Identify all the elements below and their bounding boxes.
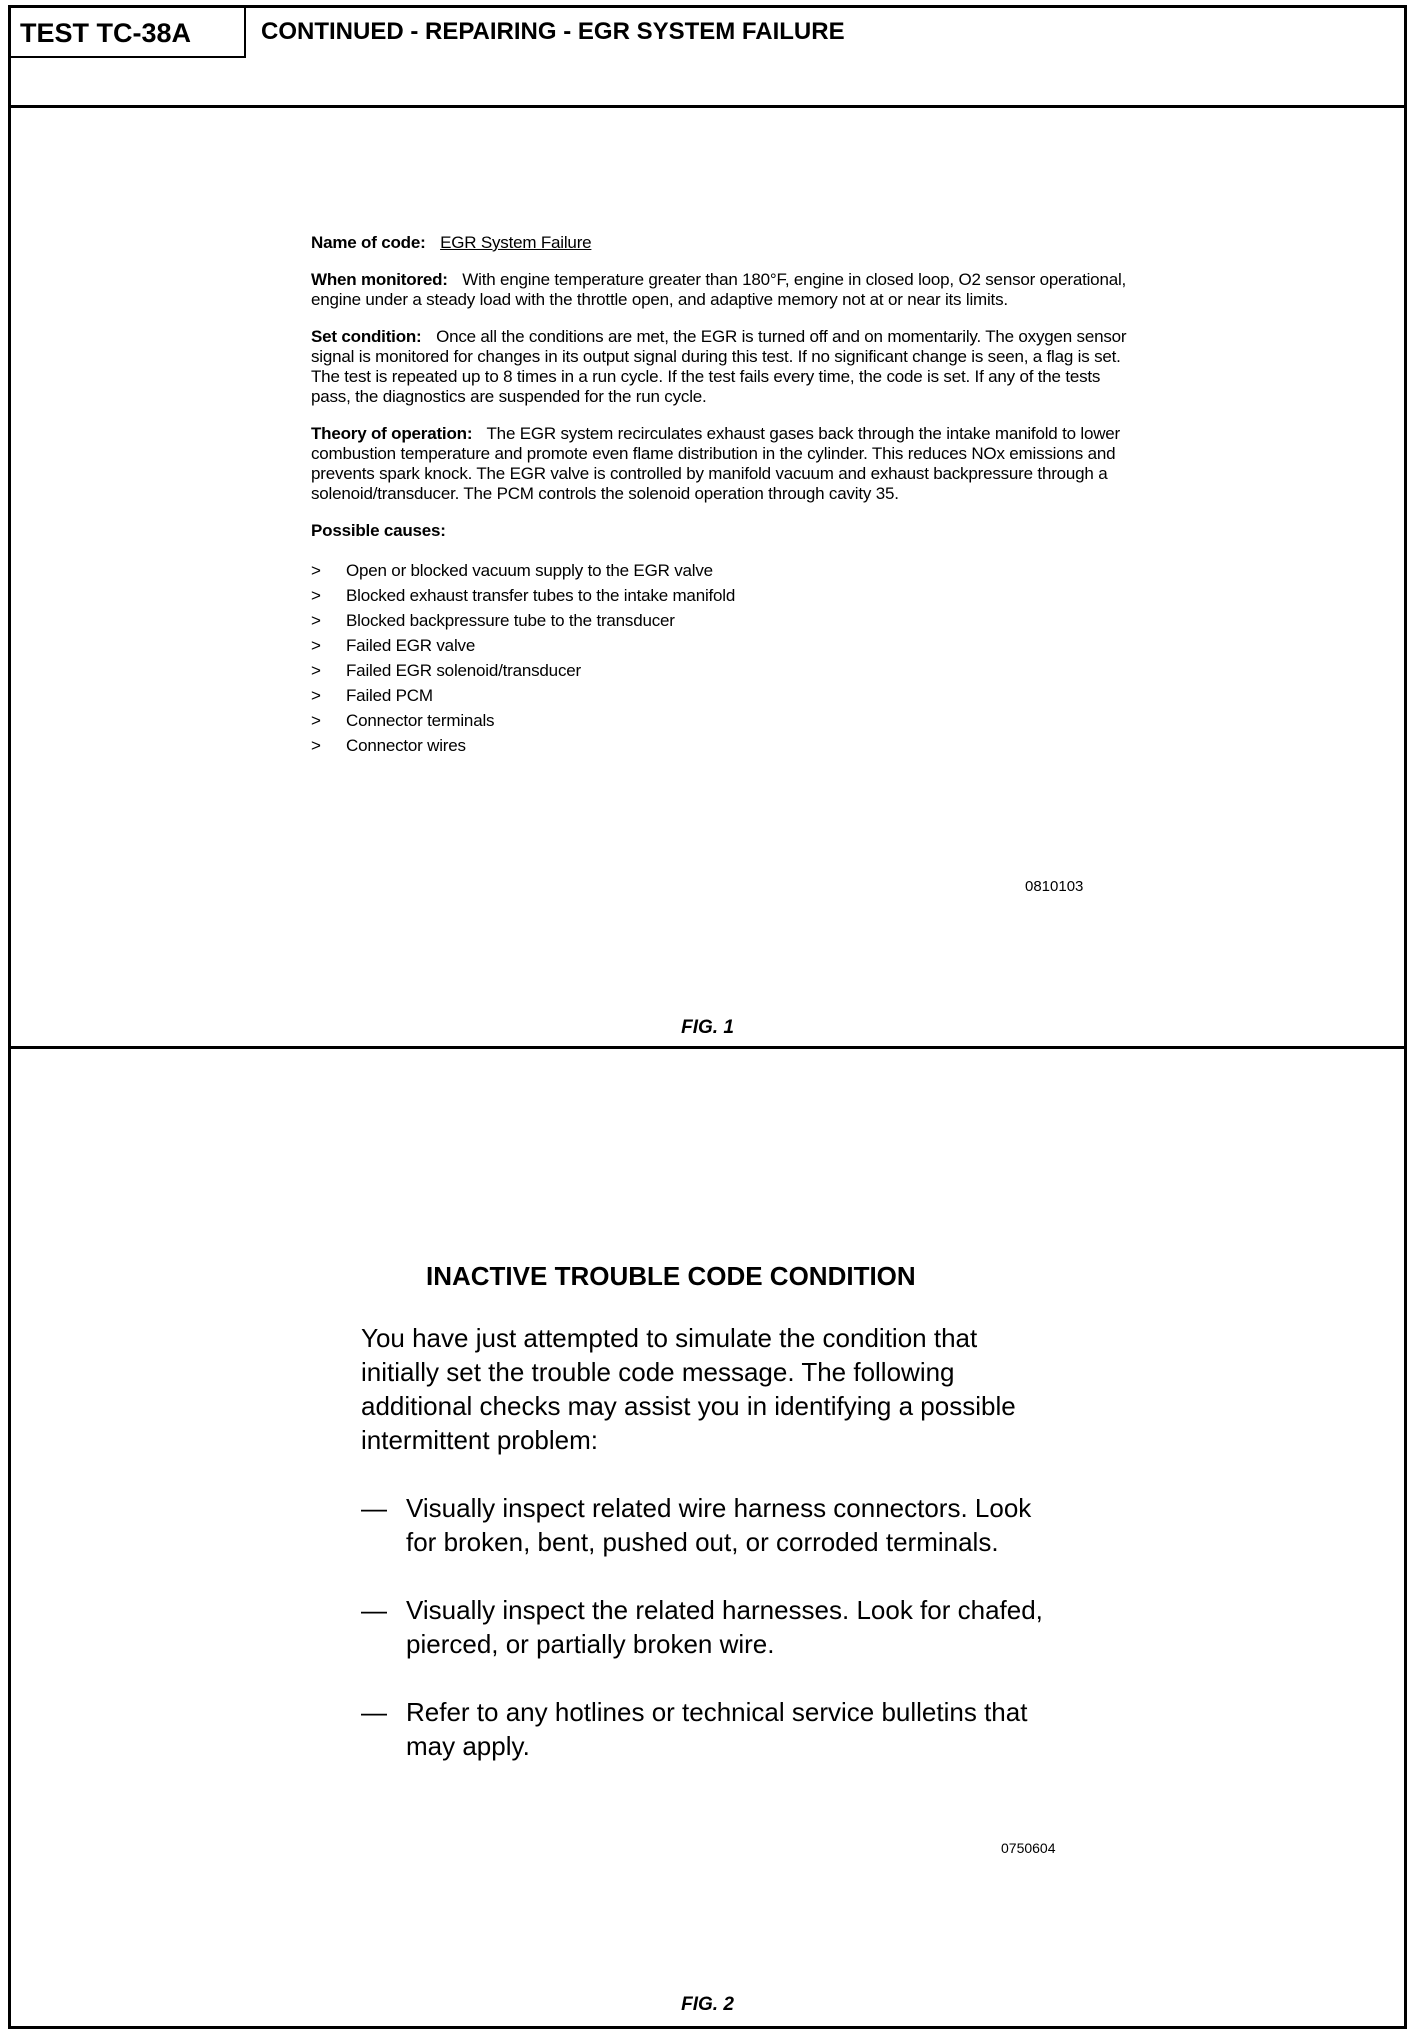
test-id-box: TEST TC-38A <box>11 8 246 58</box>
possible-causes-label: Possible causes: <box>311 521 446 540</box>
bullet-marker: > <box>311 661 321 680</box>
dash-marker: — <box>361 1595 387 1625</box>
list-item <box>311 708 1131 733</box>
set-condition <box>311 327 1131 407</box>
set-condition-label: Set condition: <box>311 327 422 346</box>
cause-text: Open or blocked vacuum supply to the EGR valve <box>346 561 713 580</box>
theory-of-operation-text: The EGR system recirculates exhaust gases back through the intake manifold to lower combustion temperature and promote even flame distribution in the cylinder. This reduces NOx emissions and prevents spark knock. The EGR valve is controlled by manifold vacuum and exhaust backpressure through a solenoid/transducer. The PCM controls the solenoid operation through cavity 35. <box>311 424 1120 503</box>
bullet-marker: > <box>311 611 321 630</box>
bullet-marker: > <box>311 711 321 730</box>
name-of-code-label: Name of code: <box>311 233 426 252</box>
figure-reference-number: 0810103 <box>1025 878 1084 895</box>
cause-text: Failed EGR solenoid/transducer <box>346 661 581 680</box>
inactive-code-notice <box>361 1259 1061 1797</box>
set-condition-text: Once all the conditions are met, the EGR is turned off and on momentarily. The oxygen sensor signal is monitored for changes in its output signal during this test. If no significant change is seen, a flag is set. The test is repeated up to 8 times in a run cycle. If the test fails every time, the code is set. If any of the tests pass, the diagnostics are suspended for the run cycle. <box>311 327 1127 406</box>
check-text: Visually inspect related wire harness connectors. Look for broken, bent, pushed out, or corroded terminals. <box>406 1493 1032 1557</box>
theory-of-operation-label: Theory of operation: <box>311 424 473 443</box>
figure-caption: FIG. 1 <box>681 1017 734 1038</box>
bullet-marker: > <box>311 736 321 755</box>
list-item <box>311 608 1131 633</box>
cause-text: Connector wires <box>346 736 466 755</box>
list-item <box>311 733 1131 758</box>
cause-text: Blocked exhaust transfer tubes to the intake manifold <box>346 586 736 605</box>
page-title: CONTINUED - REPAIRING - EGR SYSTEM FAILURE <box>261 18 845 45</box>
bullet-marker: > <box>311 686 321 705</box>
cause-text: Failed EGR valve <box>346 636 476 655</box>
name-of-code <box>311 233 1131 253</box>
cause-text: Blocked backpressure tube to the transducer <box>346 611 675 630</box>
list-item <box>361 1593 1061 1661</box>
possible-causes-list <box>311 558 1131 758</box>
cause-text: Failed PCM <box>346 686 433 705</box>
bullet-marker: > <box>311 636 321 655</box>
list-item <box>311 558 1131 583</box>
cause-text: Connector terminals <box>346 711 495 730</box>
list-item <box>311 583 1131 608</box>
list-item <box>311 633 1131 658</box>
intro-paragraph: You have just attempted to simulate the condition that initially set the trouble code message. The following additional checks may assist you in identifying a possible intermittent problem: <box>361 1323 1016 1455</box>
dash-marker: — <box>361 1493 387 1523</box>
manual-page <box>8 5 1407 2029</box>
check-text: Visually inspect the related harnesses. Look for chafed, pierced, or partially broken wire. <box>406 1595 1043 1659</box>
figure-1 <box>11 108 1404 1048</box>
figure-2 <box>11 1049 1404 2026</box>
code-specification <box>311 233 1131 758</box>
list-item <box>361 1695 1061 1763</box>
when-monitored-label: When monitored: <box>311 270 448 289</box>
bullet-marker: > <box>311 561 321 580</box>
list-item <box>311 683 1131 708</box>
check-text: Refer to any hotlines or technical service bulletins that may apply. <box>406 1697 1028 1761</box>
bullet-marker: > <box>311 586 321 605</box>
section-heading: INACTIVE TROUBLE CODE CONDITION <box>426 1261 916 1291</box>
when-monitored-text: With engine temperature greater than 180°F, engine in closed loop, O2 sensor operational, engine under a steady load with the throttle open, and adaptive memory not at or near its limits. <box>311 270 1127 309</box>
list-item <box>311 658 1131 683</box>
theory-of-operation <box>311 424 1131 504</box>
name-of-code-value: EGR System Failure <box>440 233 592 252</box>
dash-marker: — <box>361 1697 387 1727</box>
page-header <box>11 8 1404 108</box>
figure-reference-number: 0750604 <box>1001 1840 1056 1856</box>
when-monitored <box>311 270 1131 310</box>
figure-caption: FIG. 2 <box>681 1994 734 2015</box>
list-item <box>361 1491 1061 1559</box>
additional-checks-list <box>361 1491 1061 1763</box>
